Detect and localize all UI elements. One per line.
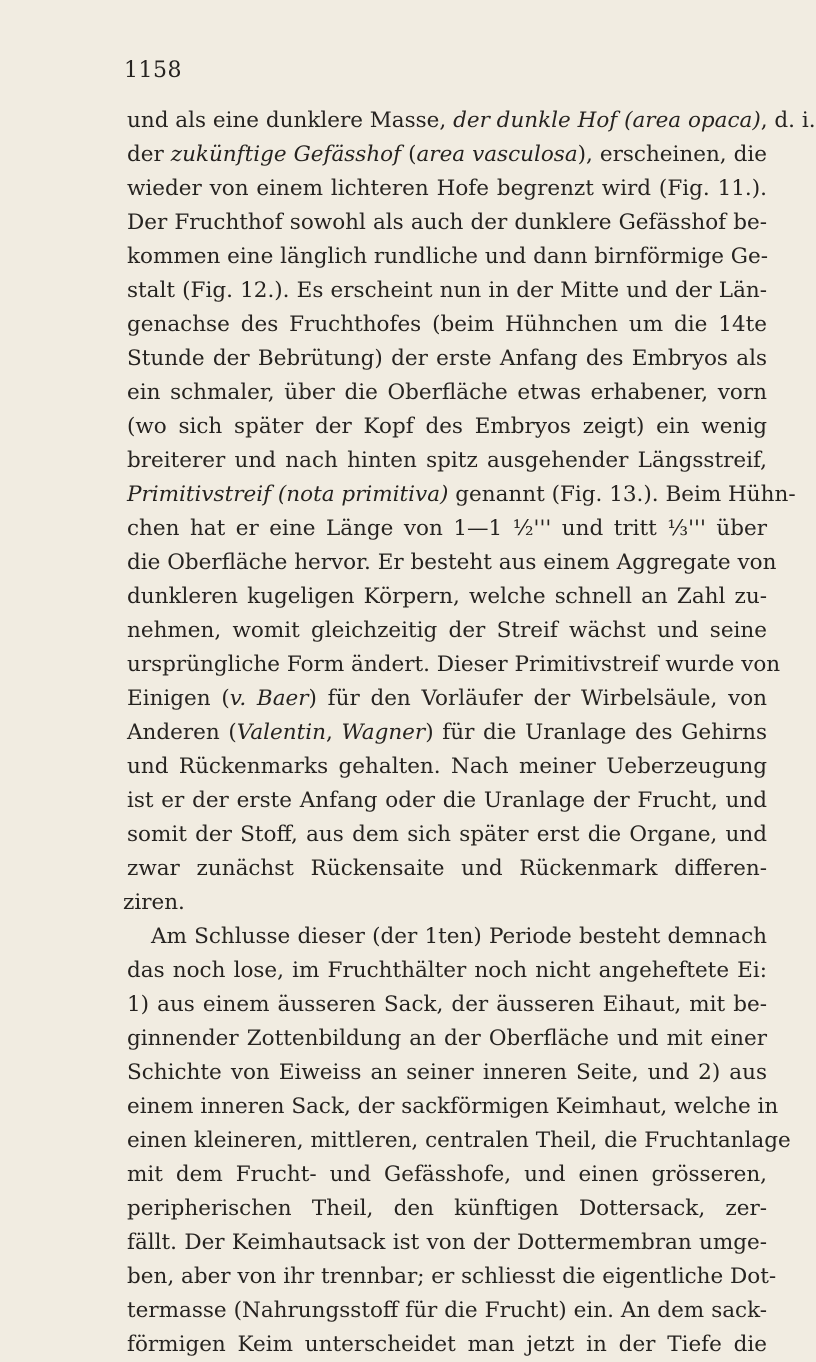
text-segment: einen kleineren, mittleren, centralen Theil, die Fruchtanlage bbox=[127, 1128, 791, 1153]
text-line bbox=[127, 478, 796, 512]
text-segment: der bbox=[127, 142, 171, 167]
text-line bbox=[127, 716, 767, 750]
text-line bbox=[127, 818, 767, 852]
text-line bbox=[127, 274, 767, 308]
text-segment: und als eine dunklere Masse, bbox=[127, 108, 454, 133]
text-line bbox=[127, 580, 767, 614]
text-line bbox=[127, 342, 767, 376]
text-line bbox=[127, 206, 767, 240]
text-line bbox=[127, 104, 816, 138]
text-line bbox=[127, 988, 767, 1022]
text-line bbox=[127, 1294, 767, 1328]
text-line bbox=[127, 376, 767, 410]
text-line bbox=[127, 1192, 767, 1226]
text-line bbox=[127, 1090, 779, 1124]
text-segment: (wo sich später der Kopf des Embryos zeigt) ein wenig bbox=[127, 414, 767, 439]
text-segment: peripherischen Theil, den künftigen Dottersack, zer- bbox=[127, 1196, 767, 1221]
italic-text: Valentin bbox=[236, 720, 326, 745]
italic-text: zukünftige Gefässhof bbox=[170, 142, 402, 167]
text-segment: termasse (Nahrungsstoff für die Frucht) ein. An dem sack- bbox=[127, 1298, 767, 1323]
text-segment: 1) aus einem äusseren Sack, der äusseren Eihaut, mit be- bbox=[127, 992, 767, 1017]
text-segment: nehmen, womit gleichzeitig der Streif wächst und seine bbox=[127, 618, 767, 643]
text-segment: ben, aber von ihr trennbar; er schliesst die eigentliche Dot- bbox=[127, 1264, 777, 1289]
text-segment: ziren. bbox=[123, 890, 185, 915]
text-segment: breiterer und nach hinten spitz ausgehender Längsstreif, bbox=[127, 448, 767, 473]
text-line bbox=[127, 784, 767, 818]
text-line bbox=[127, 172, 767, 206]
page-number: 1158 bbox=[124, 58, 182, 83]
text-line bbox=[127, 1022, 767, 1056]
text-line bbox=[127, 682, 767, 716]
text-segment: stalt (Fig. 12.). Es erscheint nun in der Mitte und der Län- bbox=[127, 278, 767, 303]
text-segment: kommen eine länglich rundliche und dann birnförmige Ge- bbox=[127, 244, 768, 269]
text-line bbox=[127, 1226, 767, 1260]
text-segment: ein schmaler, über die Oberfläche etwas erhabener, vorn bbox=[127, 380, 767, 405]
text-line bbox=[127, 920, 767, 954]
text-line bbox=[127, 750, 767, 784]
text-segment: genannt (Fig. 13.). Beim Hühn- bbox=[448, 482, 796, 507]
text-segment: mit dem Frucht- und Gefässhofe, und einen grösseren, bbox=[127, 1162, 767, 1187]
text-segment: Anderen ( bbox=[127, 720, 237, 745]
italic-text: Wagner bbox=[341, 720, 426, 745]
text-line bbox=[127, 444, 767, 478]
italic-text: Primitivstreif (nota primitiva) bbox=[127, 482, 449, 507]
text-line bbox=[127, 308, 767, 342]
italic-text: v. Baer bbox=[229, 686, 309, 711]
text-segment: förmigen Keim unterscheidet man jetzt in der Tiefe die bbox=[127, 1332, 767, 1357]
text-segment: ist er der erste Anfang oder die Uranlage der Frucht, und bbox=[127, 788, 767, 813]
text-segment: Einigen ( bbox=[127, 686, 230, 711]
italic-text: area vasculosa bbox=[416, 142, 578, 167]
text-line bbox=[127, 954, 767, 988]
text-segment: ) für den Vorläufer der Wirbelsäule, von bbox=[308, 686, 768, 711]
text-segment: Am Schlusse dieser (der 1ten) Periode besteht demnach bbox=[151, 924, 767, 949]
text-segment: Der Fruchthof sowohl als auch der dunklere Gefässhof be- bbox=[127, 210, 767, 235]
text-segment: das noch lose, im Fruchthälter noch nicht angeheftete Ei: bbox=[127, 958, 767, 983]
italic-text: der dunkle Hof (area opaca) bbox=[453, 108, 761, 133]
text-segment: genachse des Fruchthofes (beim Hühnchen um die 14te bbox=[127, 312, 767, 337]
text-segment: ursprüngliche Form ändert. Dieser Primitivstreif wurde von bbox=[127, 652, 781, 677]
text-segment: die Oberfläche hervor. Er besteht aus einem Aggregate von bbox=[127, 550, 777, 575]
text-segment: ( bbox=[401, 142, 417, 167]
text-line bbox=[127, 1328, 767, 1362]
text-line bbox=[127, 1056, 767, 1090]
text-segment: und Rückenmarks gehalten. Nach meiner Ueberzeugung bbox=[127, 754, 767, 779]
text-line bbox=[127, 1158, 767, 1192]
text-segment: ginnender Zottenbildung an der Oberfläche und mit einer bbox=[127, 1026, 767, 1051]
text-segment: ), erscheinen, die bbox=[577, 142, 767, 167]
text-segment: somit der Stoff, aus dem sich später erst die Organe, und bbox=[127, 822, 767, 847]
text-line bbox=[127, 1124, 791, 1158]
body-text bbox=[123, 104, 816, 1362]
text-line bbox=[127, 410, 767, 444]
text-line bbox=[127, 546, 777, 580]
text-segment: einem inneren Sack, der sackförmigen Keimhaut, welche in bbox=[127, 1094, 779, 1119]
text-line bbox=[123, 886, 767, 920]
text-line bbox=[127, 240, 767, 274]
text-line bbox=[127, 852, 767, 886]
text-line bbox=[127, 138, 767, 172]
text-segment: Schichte von Eiweiss an seiner inneren Seite, und 2) aus bbox=[127, 1060, 767, 1085]
text-line bbox=[127, 1260, 777, 1294]
text-segment: chen hat er eine Länge von 1—1 ½''' und tritt ⅓''' über bbox=[127, 516, 767, 541]
text-segment: dunkleren kugeligen Körpern, welche schnell an Zahl zu- bbox=[127, 584, 767, 609]
text-line bbox=[127, 512, 767, 546]
text-line bbox=[127, 648, 781, 682]
text-segment: , d. i. bbox=[760, 108, 816, 133]
text-line bbox=[127, 614, 767, 648]
text-segment: zwar zunächst Rückensaite und Rückenmark differen- bbox=[127, 856, 767, 881]
text-segment: ) für die Uranlage des Gehirns bbox=[425, 720, 768, 745]
text-segment: , bbox=[325, 720, 342, 745]
text-segment: Stunde der Bebrütung) der erste Anfang des Embryos als bbox=[127, 346, 767, 371]
text-segment: fällt. Der Keimhautsack ist von der Dottermembran umge- bbox=[127, 1230, 767, 1255]
text-segment: wieder von einem lichteren Hofe begrenzt wird (Fig. 11.). bbox=[127, 176, 767, 201]
